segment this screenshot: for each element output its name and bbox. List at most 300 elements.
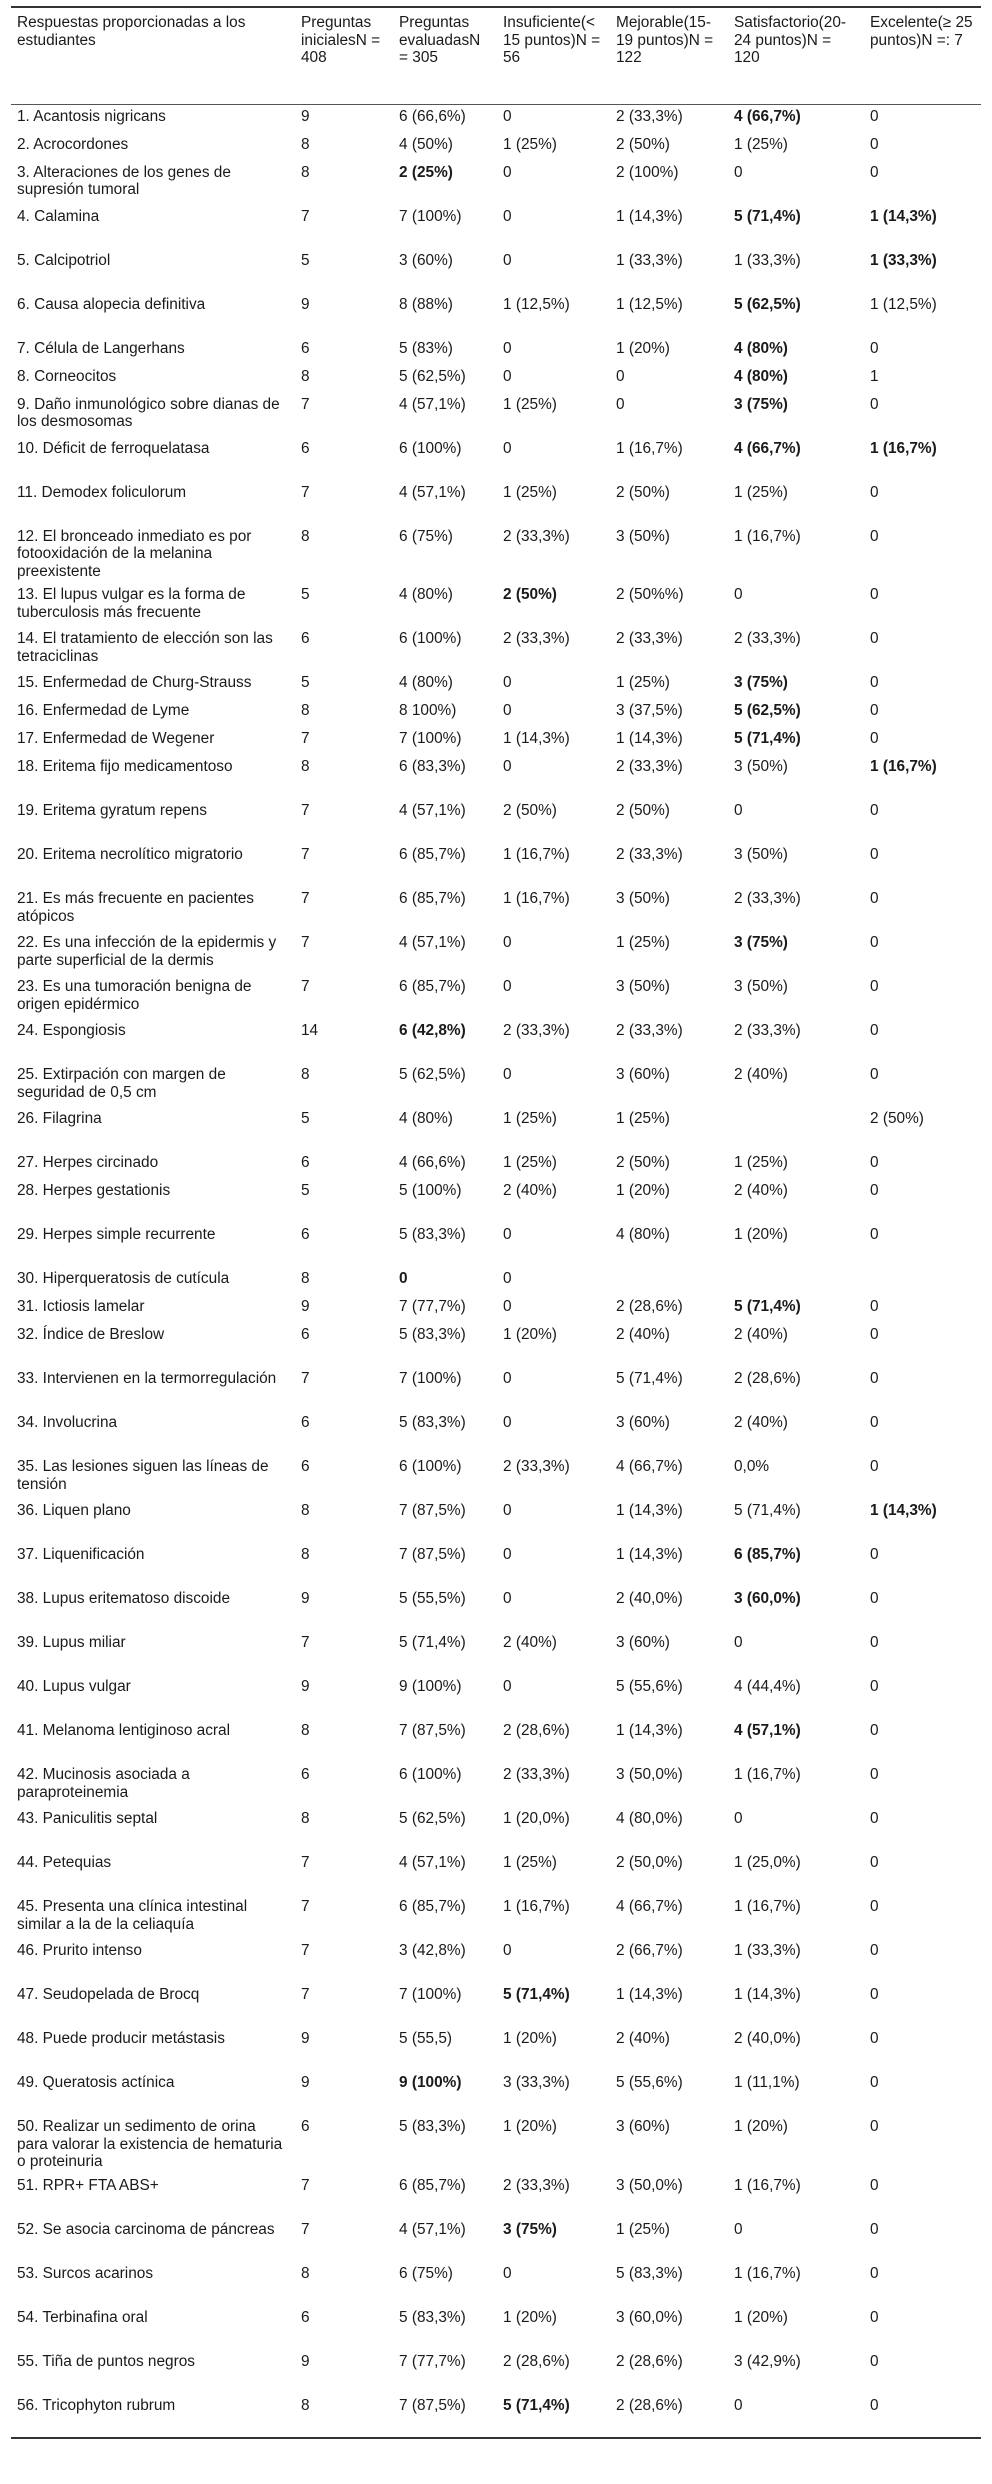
satisfactory-cell: 4 (66,7%) — [734, 108, 801, 125]
response-cell: 36. Liquen plano — [17, 1502, 131, 1520]
excellent-cell: 0 — [870, 1066, 879, 1084]
insufficient-cell: 1 (20%) — [503, 2030, 557, 2048]
evaluated-cell: 5 (55,5) — [399, 2030, 453, 2048]
response-cell: 15. Enfermedad de Churg-Strauss — [17, 674, 252, 692]
table-row — [11, 1587, 981, 1631]
excellent-cell: 0 — [870, 2353, 879, 2371]
insufficient-cell: 5 (71,4%) — [497, 2394, 610, 2438]
table-row — [11, 1267, 981, 1295]
satisfactory-cell: 1 (20%) — [734, 2309, 788, 2327]
evaluated-cell: 6 (42,8%) — [399, 1022, 466, 1040]
table-row — [11, 365, 981, 393]
excellent-cell: 0 — [870, 339, 879, 357]
insufficient-cell: 1 (16,7%) — [503, 1898, 570, 1916]
table-row — [11, 2306, 981, 2350]
improvable-cell: 5 (83,3%) — [616, 2265, 683, 2283]
satisfactory-cell: 2 (40,0%) — [734, 2030, 801, 2048]
initial-cell: 8 — [301, 527, 310, 545]
evaluated-cell: 6 (85,7%) — [399, 2177, 466, 2195]
improvable-cell: 1 (25%) — [616, 1110, 670, 1128]
improvable-cell: 3 (50%) — [616, 978, 670, 996]
table-row — [11, 1939, 981, 1983]
excellent-cell: 0 — [870, 1182, 879, 1200]
improvable-cell: 4 (66,7%) — [616, 1458, 683, 1476]
evaluated-cell: 5 (55,5%) — [399, 1590, 466, 1608]
satisfactory-cell: 0 — [728, 2394, 864, 2438]
improvable-cell: 2 (50%) — [616, 802, 670, 820]
satisfactory-cell — [728, 1107, 864, 1151]
insufficient-cell: 0 — [503, 1678, 512, 1696]
evaluated-cell: 5 (83,3%) — [399, 1326, 466, 1344]
satisfactory-cell: 5 (71,4%) — [734, 207, 801, 225]
initial-cell: 8 — [301, 1502, 310, 1520]
initial-cell: 6 — [301, 2118, 310, 2136]
improvable-cell: 3 (50%) — [616, 890, 670, 908]
satisfactory-cell: 4 (80%) — [734, 339, 788, 357]
evaluated-cell: 5 (83%) — [399, 339, 453, 357]
evaluated-cell: 6 (75%) — [399, 527, 453, 545]
initial-cell: 8 — [301, 758, 310, 776]
excellent-cell: 0 — [870, 1766, 879, 1784]
improvable-cell: 1 (12,5%) — [616, 295, 683, 313]
insufficient-cell: 2 (33,3%) — [503, 1766, 570, 1784]
evaluated-cell: 7 (100%) — [399, 1986, 462, 2004]
improvable-cell: 1 (25%) — [616, 934, 670, 952]
evaluated-cell: 7 (87,5%) — [399, 1502, 466, 1520]
evaluated-cell: 7 (100%) — [399, 730, 462, 748]
evaluated-cell: 6 (75%) — [399, 2265, 453, 2283]
evaluated-cell: 4 (80%) — [399, 586, 453, 604]
header-insufficient: Insuficiente(< 15 puntos)N = 56 — [497, 7, 610, 105]
evaluated-cell: 5 (71,4%) — [399, 1634, 466, 1652]
initial-cell: 5 — [301, 674, 310, 692]
table-row — [11, 1019, 981, 1063]
response-cell: 13. El lupus vulgar es la forma de tuberculosis más frecuente — [17, 586, 246, 621]
satisfactory-cell: 1 (20%) — [734, 1226, 788, 1244]
evaluated-cell: 7 (77,7%) — [399, 2353, 466, 2371]
response-cell: 20. Eritema necrolítico migratorio — [17, 846, 243, 864]
initial-cell: 6 — [301, 1226, 310, 1244]
table-row — [11, 105, 981, 133]
insufficient-cell: 1 (25%) — [503, 395, 557, 413]
initial-cell: 5 — [301, 1110, 310, 1128]
table-row — [11, 1295, 981, 1323]
initial-cell: 8 — [301, 1810, 310, 1828]
excellent-cell: 0 — [870, 1022, 879, 1040]
improvable-cell: 1 (14,3%) — [616, 1722, 683, 1740]
table-row — [11, 583, 981, 627]
table-row — [11, 1223, 981, 1267]
insufficient-cell: 0 — [503, 674, 512, 692]
improvable-cell: 2 (40%) — [616, 2030, 670, 2048]
improvable-cell: 1 (14,3%) — [616, 1546, 683, 1564]
initial-cell: 7 — [301, 802, 310, 820]
excellent-cell: 0 — [870, 2309, 879, 2327]
response-cell: 28. Herpes gestationis — [17, 1182, 171, 1200]
response-cell: 26. Filagrina — [17, 1110, 102, 1128]
header-improvable: Mejorable(15-19 puntos)N = 122 — [610, 7, 728, 105]
evaluated-cell: 6 (100%) — [399, 1766, 462, 1784]
table-row — [11, 1411, 981, 1455]
initial-cell: 7 — [301, 2177, 310, 2195]
excellent-cell: 0 — [870, 1546, 879, 1564]
initial-cell: 7 — [301, 730, 310, 748]
insufficient-cell: 0 — [503, 339, 512, 357]
response-cell: 52. Se asocia carcinoma de páncreas — [17, 2221, 275, 2239]
table-row — [11, 1807, 981, 1851]
initial-cell: 6 — [301, 2309, 310, 2327]
table-row — [11, 799, 981, 843]
initial-cell: 7 — [301, 483, 310, 501]
response-cell: 1. Acantosis nigricans — [17, 108, 166, 125]
improvable-cell: 2 (50%%) — [616, 586, 684, 604]
improvable-cell: 1 (14,3%) — [616, 730, 683, 748]
table-row — [11, 671, 981, 699]
insufficient-cell: 1 (20%) — [503, 2309, 557, 2327]
satisfactory-cell: 0,0% — [734, 1458, 770, 1476]
table-row — [11, 843, 981, 887]
header-responses: Respuestas proporcionadas a los estudiantes — [11, 7, 295, 105]
excellent-cell: 0 — [870, 1590, 879, 1608]
excellent-cell: 0 — [870, 802, 879, 820]
insufficient-cell: 2 (33,3%) — [503, 527, 570, 545]
insufficient-cell: 1 (16,7%) — [503, 846, 570, 864]
evaluated-cell: 6 (100%) — [399, 439, 462, 457]
satisfactory-cell: 1 (25%) — [734, 1154, 788, 1172]
insufficient-cell: 3 (33,3%) — [503, 2074, 570, 2092]
improvable-cell: 4 (80%) — [616, 1226, 670, 1244]
response-cell: 24. Espongiosis — [17, 1022, 126, 1040]
response-cell: 47. Seudopelada de Brocq — [17, 1986, 200, 2004]
response-cell: 55. Tiña de puntos negros — [17, 2353, 195, 2371]
satisfactory-cell: 1 (25,0%) — [734, 1854, 801, 1872]
improvable-cell: 4 (80,0%) — [616, 1810, 683, 1828]
evaluated-cell: 6 (85,7%) — [399, 1898, 466, 1916]
improvable-cell: 1 (33,3%) — [616, 251, 683, 269]
initial-cell: 6 — [301, 1458, 310, 1476]
satisfactory-cell: 1 (16,7%) — [734, 527, 801, 545]
excellent-cell: 1 (16,7%) — [870, 758, 937, 776]
excellent-cell: 0 — [870, 1898, 879, 1916]
excellent-cell: 0 — [870, 2030, 879, 2048]
excellent-cell: 0 — [870, 2074, 879, 2092]
initial-cell: 8 — [301, 1066, 310, 1084]
response-cell: 38. Lupus eritematoso discoide — [17, 1590, 231, 1608]
satisfactory-cell: 5 (71,4%) — [734, 1502, 801, 1520]
excellent-cell: 0 — [870, 1298, 879, 1316]
excellent-cell: 0 — [870, 1414, 879, 1432]
evaluated-cell: 4 (80%) — [399, 1110, 453, 1128]
evaluated-cell: 5 (83,3%) — [399, 2309, 466, 2327]
insufficient-cell: 0 — [503, 251, 512, 269]
evaluated-cell: 7 (87,5%) — [393, 2394, 497, 2438]
table-row — [11, 205, 981, 249]
improvable-cell: 2 (100%) — [616, 163, 679, 181]
excellent-cell: 0 — [870, 934, 879, 952]
initial-cell: 6 — [301, 1766, 310, 1784]
satisfactory-cell: 3 (42,9%) — [734, 2353, 801, 2371]
table-row — [11, 1367, 981, 1411]
initial-cell: 9 — [301, 1298, 310, 1316]
response-cell: 6. Causa alopecia definitiva — [17, 295, 206, 313]
satisfactory-cell: 0 — [734, 163, 743, 181]
initial-cell: 7 — [301, 1898, 310, 1916]
table-row — [11, 2115, 981, 2174]
response-cell: 50. Realizar un sedimento de orina para valorar la existencia de hematuria o proteinuria — [17, 2118, 283, 2171]
improvable-cell: 1 (14,3%) — [616, 1502, 683, 1520]
table-row — [11, 161, 981, 205]
response-cell: 33. Intervienen en la termorregulación — [17, 1370, 277, 1388]
improvable-cell: 1 (14,3%) — [616, 207, 683, 225]
response-cell: 27. Herpes circinado — [17, 1154, 159, 1172]
response-cell: 35. Las lesiones siguen las líneas de tensión — [17, 1458, 269, 1493]
evaluated-cell: 3 (60%) — [399, 251, 453, 269]
excellent-cell: 0 — [864, 2394, 981, 2438]
response-cell: 39. Lupus miliar — [17, 1634, 126, 1652]
table-row — [11, 437, 981, 481]
table-row — [11, 2350, 981, 2394]
evaluated-cell: 5 (100%) — [399, 1182, 462, 1200]
improvable-cell: 2 (28,6%) — [616, 1298, 683, 1316]
header-excellent: Excelente(≥ 25 puntos)N =: 7 — [864, 7, 981, 105]
initial-cell: 7 — [301, 846, 310, 864]
satisfactory-cell: 5 (71,4%) — [734, 1298, 801, 1316]
improvable-cell: 3 (60%) — [616, 1066, 670, 1084]
satisfactory-cell: 2 (40%) — [734, 1066, 788, 1084]
table-row — [11, 1983, 981, 2027]
satisfactory-cell: 1 (25%) — [734, 135, 788, 153]
excellent-cell: 0 — [870, 1810, 879, 1828]
response-cell: 22. Es una infección de la epidermis y parte superficial de la dermis — [17, 934, 277, 969]
response-cell: 5. Calcipotriol — [17, 251, 111, 269]
table-row — [11, 1895, 981, 1939]
initial-cell: 7 — [301, 978, 310, 996]
table-row — [11, 1543, 981, 1587]
satisfactory-cell: 1 (16,7%) — [734, 1766, 801, 1784]
response-cell: 34. Involucrina — [17, 1414, 118, 1432]
response-cell: 49. Queratosis actínica — [17, 2074, 175, 2092]
excellent-cell: 0 — [870, 1986, 879, 2004]
insufficient-cell: 1 (25%) — [503, 483, 557, 501]
initial-cell: 9 — [301, 2074, 310, 2092]
initial-cell: 7 — [301, 1986, 310, 2004]
response-cell: 51. RPR+ FTA ABS+ — [17, 2177, 159, 2195]
improvable-cell: 3 (60%) — [616, 1414, 670, 1432]
satisfactory-cell: 1 (16,7%) — [734, 2265, 801, 2283]
insufficient-cell: 2 (28,6%) — [503, 2353, 570, 2371]
initial-cell: 5 — [301, 251, 310, 269]
satisfactory-cell: 4 (80%) — [734, 367, 788, 385]
improvable-cell: 2 (28,6%) — [616, 2353, 683, 2371]
initial-cell: 6 — [301, 630, 310, 648]
evaluated-cell: 6 (85,7%) — [399, 846, 466, 864]
evaluated-cell: 4 (57,1%) — [399, 1854, 466, 1872]
evaluated-cell: 6 (85,7%) — [399, 890, 466, 908]
excellent-cell: 0 — [870, 1634, 879, 1652]
improvable-cell: 2 (50%) — [616, 483, 670, 501]
response-cell: 7. Célula de Langerhans — [17, 339, 185, 357]
table-body — [11, 105, 981, 2439]
evaluated-cell: 6 (83,3%) — [399, 758, 466, 776]
initial-cell: 9 — [301, 2353, 310, 2371]
insufficient-cell: 2 (50%) — [503, 802, 557, 820]
insufficient-cell: 0 — [503, 1066, 512, 1084]
satisfactory-cell: 1 (11,1%) — [734, 2074, 800, 2092]
evaluated-cell: 9 (100%) — [399, 1678, 462, 1696]
evaluated-cell: 6 (66,6%) — [399, 108, 466, 125]
excellent-cell: 0 — [870, 1370, 879, 1388]
excellent-cell: 0 — [870, 1942, 879, 1960]
excellent-cell: 1 (14,3%) — [870, 1502, 937, 1520]
initial-cell: 8 — [301, 163, 310, 181]
improvable-cell: 3 (50,0%) — [616, 1766, 683, 1784]
initial-cell: 7 — [301, 1854, 310, 1872]
initial-cell: 9 — [301, 1678, 310, 1696]
improvable-cell: 1 (25%) — [616, 2221, 670, 2239]
evaluated-cell: 2 (25%) — [399, 163, 453, 181]
insufficient-cell: 0 — [503, 1270, 512, 1288]
satisfactory-cell: 1 (20%) — [734, 2118, 788, 2136]
excellent-cell: 0 — [870, 2177, 879, 2195]
evaluated-cell: 8 (88%) — [399, 295, 453, 313]
table-row — [11, 727, 981, 755]
excellent-cell: 0 — [870, 2221, 879, 2239]
satisfactory-cell: 1 (14,3%) — [734, 1986, 801, 2004]
excellent-cell: 0 — [870, 2118, 879, 2136]
satisfactory-cell: 3 (50%) — [734, 846, 788, 864]
insufficient-cell: 1 (25%) — [503, 135, 557, 153]
response-cell: 45. Presenta una clínica intestinal similar a la de la celiaquía — [17, 1898, 248, 1933]
insufficient-cell: 0 — [503, 702, 512, 720]
initial-cell: 7 — [301, 395, 310, 413]
satisfactory-cell: 3 (60,0%) — [734, 1590, 801, 1608]
insufficient-cell: 0 — [503, 2265, 512, 2283]
evaluated-cell: 4 (66,6%) — [399, 1154, 466, 1172]
initial-cell: 9 — [301, 1590, 310, 1608]
improvable-cell: 5 (55,6%) — [616, 2074, 683, 2092]
initial-cell: 7 — [301, 1942, 310, 1960]
table-row — [11, 1179, 981, 1223]
excellent-cell: 0 — [870, 586, 879, 604]
initial-cell: 8 — [301, 135, 310, 153]
excellent-cell: 0 — [870, 1226, 879, 1244]
excellent-cell: 0 — [870, 978, 879, 996]
initial-cell: 7 — [301, 890, 310, 908]
insufficient-cell: 0 — [503, 1546, 512, 1564]
evaluated-cell: 7 (87,5%) — [399, 1546, 466, 1564]
response-cell: 43. Paniculitis septal — [17, 1810, 158, 1828]
initial-cell: 7 — [301, 934, 310, 952]
response-cell: 23. Es una tumoración benigna de origen epidérmico — [17, 978, 252, 1013]
initial-cell: 6 — [301, 1414, 310, 1432]
improvable-cell: 2 (50%) — [616, 135, 670, 153]
insufficient-cell: 0 — [503, 207, 512, 225]
table-row — [11, 249, 981, 293]
evaluated-cell: 7 (100%) — [399, 207, 462, 225]
insufficient-cell: 0 — [503, 1298, 512, 1316]
insufficient-cell: 0 — [503, 1590, 512, 1608]
table-row — [11, 887, 981, 931]
evaluated-cell: 0 — [399, 1270, 408, 1288]
table-row — [11, 1763, 981, 1807]
satisfactory-cell: 0 — [734, 586, 743, 604]
improvable-cell: 2 (33,3%) — [616, 846, 683, 864]
excellent-cell: 0 — [870, 1154, 879, 1172]
satisfactory-cell: 2 (40%) — [734, 1414, 788, 1432]
satisfactory-cell: 0 — [734, 802, 743, 820]
excellent-cell: 1 (33,3%) — [870, 251, 937, 269]
insufficient-cell: 1 (14,3%) — [503, 730, 570, 748]
evaluated-cell: 4 (57,1%) — [399, 802, 466, 820]
initial-cell: 8 — [301, 702, 310, 720]
header-satisfactory: Satisfactorio(20-24 puntos)N = 120 — [728, 7, 864, 105]
table-row — [11, 1151, 981, 1179]
initial-cell: 5 — [301, 586, 310, 604]
table-header — [11, 7, 981, 105]
response-cell: 14. El tratamiento de elección son las tetraciclinas — [17, 630, 273, 665]
table-row — [11, 2071, 981, 2115]
evaluated-cell: 6 (100%) — [399, 630, 462, 648]
evaluated-cell: 5 (83,3%) — [399, 1414, 466, 1432]
satisfactory-cell: 1 (16,7%) — [734, 1898, 801, 1916]
response-cell: 56. Tricophyton rubrum — [11, 2394, 295, 2438]
response-cell: 2. Acrocordones — [17, 135, 129, 153]
table-row — [11, 2174, 981, 2218]
table-row — [11, 2218, 981, 2262]
satisfactory-cell: 5 (62,5%) — [734, 295, 801, 313]
improvable-cell: 1 (14,3%) — [616, 1986, 683, 2004]
excellent-cell: 1 (14,3%) — [870, 207, 937, 225]
insufficient-cell: 0 — [503, 758, 512, 776]
improvable-cell: 2 (50%) — [616, 1154, 670, 1172]
insufficient-cell: 1 (16,7%) — [503, 890, 570, 908]
response-cell: 53. Surcos acarinos — [17, 2265, 154, 2283]
insufficient-cell: 1 (20%) — [503, 1326, 557, 1344]
insufficient-cell: 0 — [503, 1942, 512, 1960]
response-cell: 31. Ictiosis lamelar — [17, 1298, 145, 1316]
response-cell: 17. Enfermedad de Wegener — [17, 730, 215, 748]
satisfactory-cell: 2 (33,3%) — [734, 1022, 801, 1040]
initial-cell: 9 — [301, 108, 310, 125]
initial-cell: 8 — [301, 1722, 310, 1740]
insufficient-cell: 2 (33,3%) — [503, 630, 570, 648]
satisfactory-cell: 2 (33,3%) — [734, 630, 801, 648]
improvable-cell: 2 (66,7%) — [616, 1942, 683, 1960]
table-row — [11, 1107, 981, 1151]
evaluated-cell: 9 (100%) — [399, 2074, 462, 2092]
insufficient-cell: 0 — [503, 1502, 512, 1520]
excellent-cell: 0 — [870, 527, 879, 545]
evaluated-cell: 7 (77,7%) — [399, 1298, 466, 1316]
response-cell: 40. Lupus vulgar — [17, 1678, 131, 1696]
response-cell: 25. Extirpación con margen de seguridad de 0,5 cm — [17, 1066, 226, 1101]
improvable-cell: 3 (60%) — [616, 2118, 670, 2136]
initial-cell: 8 — [301, 2265, 310, 2283]
excellent-cell: 0 — [870, 163, 879, 181]
evaluated-cell: 6 (100%) — [399, 1458, 462, 1476]
improvable-cell: 2 (33,3%) — [616, 108, 683, 125]
improvable-cell: 2 (40%) — [616, 1326, 670, 1344]
satisfactory-cell: 3 (50%) — [734, 978, 788, 996]
response-cell: 10. Déficit de ferroquelatasa — [17, 439, 210, 457]
evaluated-cell: 6 (85,7%) — [399, 978, 466, 996]
insufficient-cell: 0 — [503, 108, 512, 125]
satisfactory-cell: 1 (25%) — [734, 483, 788, 501]
satisfactory-cell: 4 (66,7%) — [734, 439, 801, 457]
table-row — [11, 1851, 981, 1895]
initial-cell: 6 — [301, 439, 310, 457]
response-cell: 54. Terbinafina oral — [17, 2309, 148, 2327]
